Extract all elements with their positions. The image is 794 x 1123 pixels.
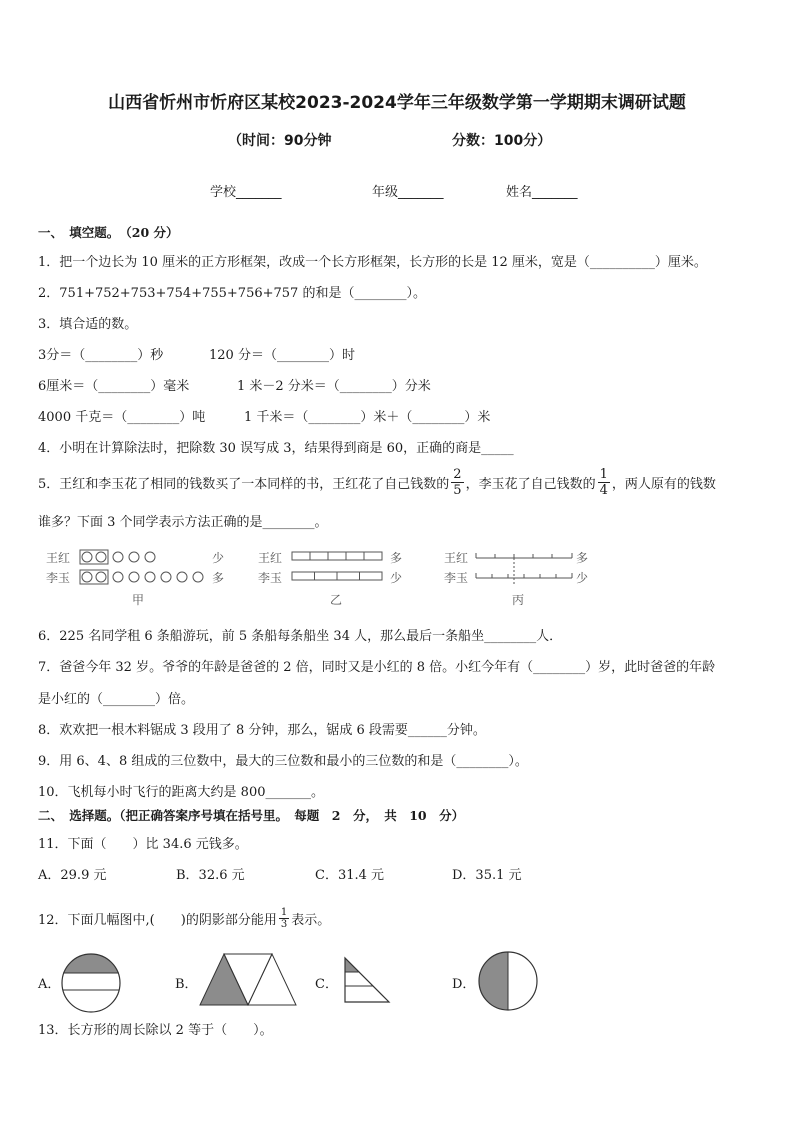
label-li-bing: 李玉	[444, 571, 469, 585]
box-group	[80, 550, 108, 564]
figure-triangles	[198, 952, 298, 1007]
question-7-line2: 是小红的（________）倍。	[38, 692, 195, 707]
fraction-denominator: 5	[453, 482, 462, 498]
circle	[129, 572, 139, 582]
fraction-one-third	[279, 907, 289, 930]
circle	[193, 572, 203, 582]
question-9: 9．用 6、4、8 组成的三位数中，最大的三位数和最小的三位数的和是（________）。	[38, 754, 528, 769]
question-10: 10．飞机每小时飞行的距离大约是 800_______。	[38, 785, 324, 800]
bar-wang	[292, 552, 382, 560]
question-3b: 120 分＝（________）时	[209, 348, 355, 363]
diagram-yi	[258, 551, 402, 607]
label-less-yi: 少	[390, 571, 403, 585]
label-more-bing: 多	[576, 551, 589, 565]
label-li-jia: 李玉	[46, 571, 71, 585]
question-12-option-a: A．	[38, 977, 61, 992]
label-wang-bing: 王红	[444, 551, 469, 565]
figure-right-triangle	[342, 956, 392, 1006]
question-4: 4．小明在计算除法时，把除数 30 误写成 3，结果得到商是 60，正确的商是_____	[38, 441, 514, 456]
question-5-diagram	[40, 544, 600, 608]
circle	[96, 572, 106, 582]
section2-title: 二、 选择题。（把正确答案序号填在括号里。 每题 2 分， 共 10 分）	[38, 808, 465, 823]
label-bing: 丙	[512, 593, 525, 607]
fraction-numerator: 1	[599, 466, 608, 482]
exam-title: 山西省忻州市忻府区某校2023-2024学年三年级数学第一学期期末调研试题	[108, 93, 686, 113]
fraction-numerator: 2	[453, 466, 462, 482]
fraction-denominator: 3	[280, 918, 288, 930]
question-3f: 1 千米＝（________）米＋（________）米	[244, 410, 491, 425]
question-11-option-a: A．29.9 元	[38, 868, 107, 883]
circle	[113, 552, 123, 562]
fraction-numerator: 1	[280, 906, 288, 918]
question-13: 13．长方形的周长除以 2 等于（ ）。	[38, 1023, 273, 1038]
fraction-two-fifths	[451, 467, 463, 498]
question-8: 8．欢欢把一根木料锯成 3 段用了 8 分钟，那么，锯成 6 段需要______分钟。	[38, 723, 486, 738]
exam-time: （时间：90分钟	[228, 133, 332, 149]
diagram-bing	[444, 551, 588, 607]
question-12-option-d: D．	[452, 977, 476, 992]
question-12-text-b: 表示。	[291, 912, 331, 928]
school-field: 学校_______	[210, 185, 282, 200]
question-11: 11．下面（ ）比 34.6 元钱多。	[38, 837, 248, 852]
name-field: 姓名_______	[506, 185, 578, 200]
question-5-text-b: ，李玉花了自己钱数的	[465, 476, 596, 492]
question-5-text-a: 5．王红和李玉花了相同的钱数买了一本同样的书，王红花了自己钱数的	[38, 476, 450, 492]
circle	[82, 552, 92, 562]
question-5-line1	[38, 462, 716, 502]
question-5-line2: 谁多？下面 3 个同学表示方法正确的是________。	[38, 515, 328, 530]
question-3c: 6厘米＝（________）毫米	[38, 379, 190, 394]
question-6: 6．225 名同学租 6 条船游玩，前 5 条船每条船坐 34 人，那么最后一条船坐________人．	[38, 629, 563, 644]
question-12-text-a: 12．下面几幅图中,( )的阴影部分能用	[38, 912, 277, 928]
question-12-option-c: C．	[315, 977, 338, 992]
box-group	[80, 570, 108, 584]
fraction-denominator: 4	[599, 482, 608, 498]
question-12	[38, 901, 330, 935]
question-3: 3．填合适的数。	[38, 317, 138, 332]
figure-half-circle	[476, 949, 540, 1013]
question-3d: 1 米－2 分米＝（________）分米	[237, 379, 431, 394]
label-more-jia: 多	[212, 571, 225, 585]
label-li-yi: 李玉	[258, 571, 283, 585]
question-11-option-d: D．35.1 元	[452, 868, 522, 883]
circle	[82, 572, 92, 582]
question-3e: 4000 千克＝（________）吨	[38, 410, 206, 425]
section1-title: 一、 填空题。 （20 分）	[38, 225, 179, 240]
figure-circle-three-parts	[60, 952, 122, 1014]
circle	[145, 572, 155, 582]
circle	[177, 572, 187, 582]
label-jia: 甲	[132, 593, 145, 607]
label-less-jia: 少	[212, 551, 225, 565]
circle	[113, 572, 123, 582]
exam-score: 分数：100分）	[452, 133, 552, 149]
diagram-jia	[46, 550, 224, 607]
question-11-option-b: B．32.6 元	[176, 868, 245, 883]
circle	[96, 552, 106, 562]
circle	[161, 572, 171, 582]
question-11-option-c: C．31.4 元	[315, 868, 385, 883]
label-wang-jia: 王红	[46, 551, 71, 565]
circle	[145, 552, 155, 562]
grade-field: 年级_______	[372, 185, 444, 200]
question-2: 2．751+752+753+754+755+756+757 的和是（________）。	[38, 286, 426, 301]
label-yi: 乙	[330, 593, 343, 607]
label-wang-yi: 王红	[258, 551, 283, 565]
label-less-bing: 少	[576, 571, 589, 585]
question-5-text-c: ，两人原有的钱数	[611, 476, 716, 492]
label-more-yi: 多	[390, 551, 403, 565]
question-3a: 3分＝（________）秒	[38, 348, 164, 363]
question-7-line1: 7．爸爸今年 32 岁。爷爷的年龄是爸爸的 2 倍，同时又是小红的 8 倍。小红今年有（________）岁，此时爸爸的年龄	[38, 660, 716, 675]
question-1: 1．把一个边长为 10 厘米的正方形框架，改成一个长方形框架，长方形的长是 12 厘米，宽是（__________）厘米。	[38, 255, 707, 270]
circle	[129, 552, 139, 562]
question-12-option-b: B．	[175, 977, 198, 992]
fraction-one-fourth	[598, 467, 610, 498]
